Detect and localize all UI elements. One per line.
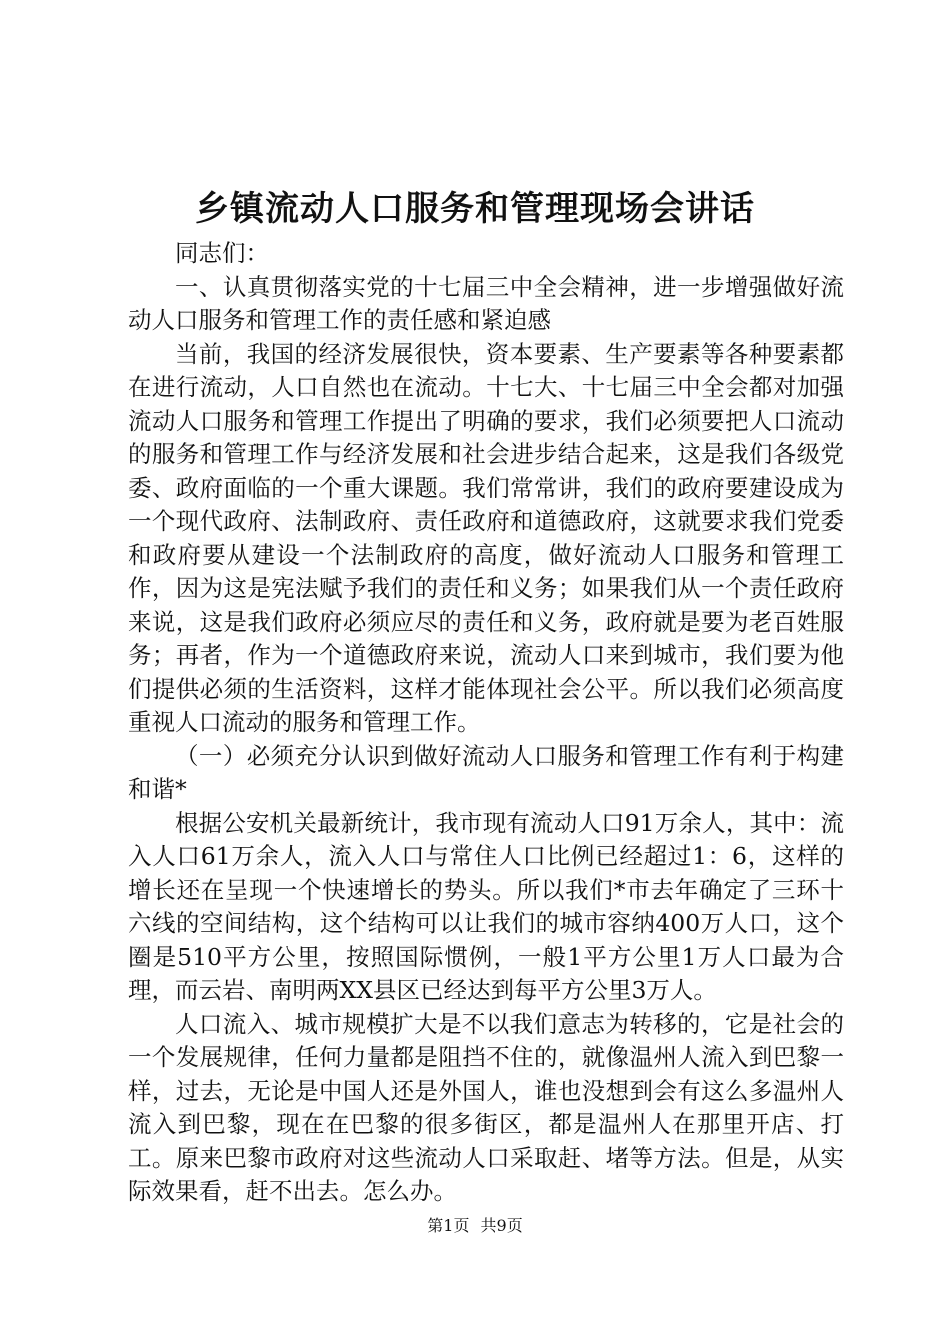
page-total: 共9页: [480, 1216, 523, 1235]
page-footer: [0, 1216, 950, 1236]
section-heading-1: 一、认真贯彻落实党的十七届三中全会精神，进一步增强做好流动人口服务和管理工作的责任感和紧迫感: [128, 272, 844, 334]
document-body: [128, 237, 844, 1209]
document-title: 乡镇流动人口服务和管理现场会讲话: [195, 189, 755, 229]
subsection-heading-1: （一）必须充分认识到做好流动人口服务和管理工作有利于构建和谐*: [128, 741, 844, 803]
body-paragraph: 当前，我国的经济发展很快，资本要素、生产要素等各种要素都在进行流动，人口自然也在流动。十七大、十七届三中全会都对加强流动人口服务和管理工作提出了明确的要求，我们必须要把人口流动的服务和管理工作与经济发展和社会进步结合起来，这是我们各级党委、政府面临的一个重大课题。我们常常讲，我们的政府要建设成为一个现代政府、法制政府、责任政府和道德政府，这就要求我们党委和政府要从建设一个法制政府的高度，做好流动人口服务和管理工作，因为这是宪法赋予我们的责任和义务；如果我们从一个责任政府来说，这是我们政府必须应尽的责任和义务，政府就是要为老百姓服务；再者，作为一个道德政府来说，流动人口来到城市，我们要为他们提供必须的生活资料，这样才能体现社会公平。所以我们必须高度重视人口流动的服务和管理工作。: [128, 339, 844, 736]
body-paragraph: 根据公安机关最新统计，我市现有流动人口91万余人，其中：流入人口61万余人，流入人口与常住人口比例已经超过1：6，这样的增长还在呈现一个快速增长的势头。所以我们*市去年确定了三环十六线的空间结构，这个结构可以让我们的城市容纳400万人口，这个圈是510平方公里，按照国际惯例，一般1平方公里1万人口最为合理，而云岩、南明两XX县区已经达到每平方公里3万人。: [128, 808, 844, 1004]
body-paragraph: 人口流入、城市规模扩大是不以我们意志为转移的，它是社会的一个发展规律，任何力量都是阻挡不住的，就像温州人流入到巴黎一样，过去，无论是中国人还是外国人，谁也没想到会有这么多温州人流入到巴黎，现在在巴黎的很多街区，都是温州人在那里开店、打工。原来巴黎市政府对这些流动人口采取赶、堵等方法。但是，从实际效果看，赶不出去。怎么办。: [128, 1009, 844, 1205]
salutation-paragraph: 同志们：: [175, 239, 269, 267]
page-number: 第1页: [427, 1216, 470, 1235]
